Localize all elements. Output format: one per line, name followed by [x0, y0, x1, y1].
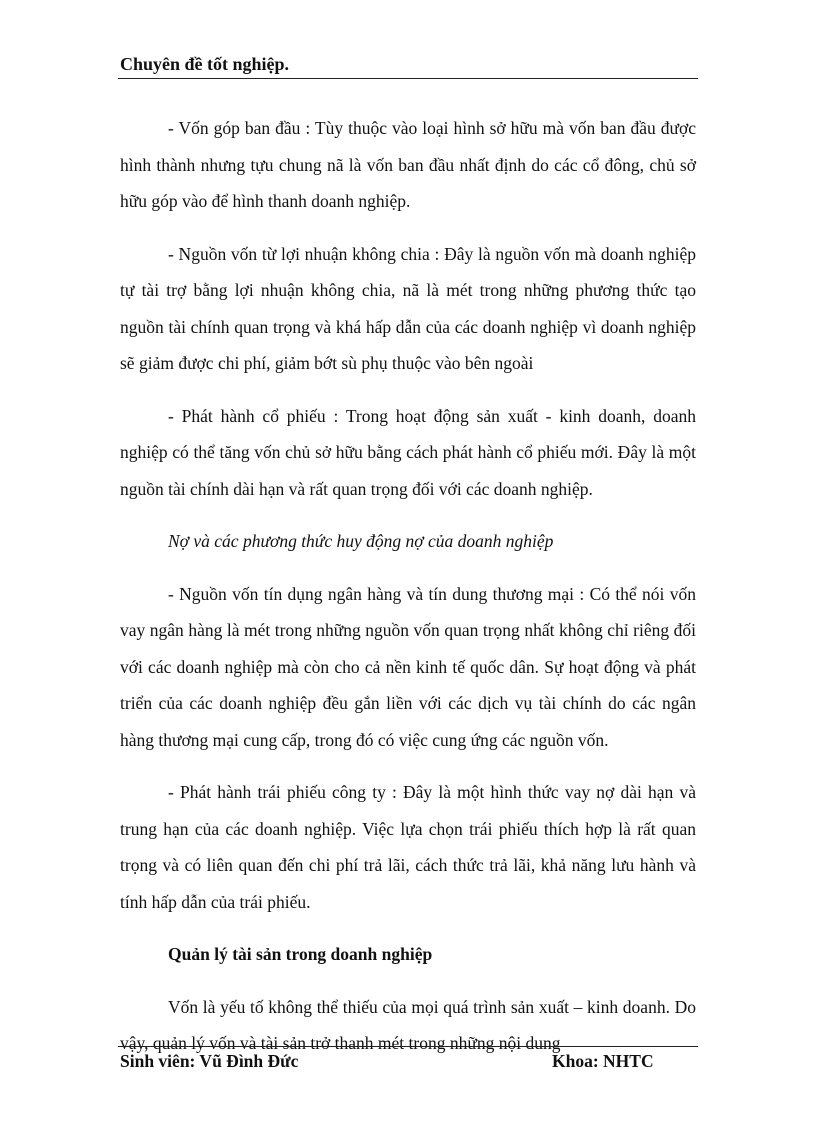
header-divider — [118, 78, 698, 79]
paragraph-retained-earnings: - Nguồn vốn từ lợi nhuận không chia : Đây là nguồn vốn mà doanh nghiệp tự tài trợ bằng lợi nhuận không chia, nã là mét trong những phương thức tạo nguồn tài chính quan trọng và khá hấp dẫn của các doanh nghiệp vì doanh nghiệp sẽ giảm được chi phí, giảm bớt sù phụ thuộc vào bên ngoài — [120, 243, 696, 373]
paragraph-bank-credit: - Nguồn vốn tín dụng ngân hàng và tín dung thương mại : Có thể nói vốn vay ngân hàng là mét trong những nguồn vốn quan trọng nhất không chỉ riêng đối với các doanh nghiệp mà còn cho cả nền kinh tế quốc dân. Sự hoạt động và phát triển của các doanh nghiệp đều gắn liền với các dịch vụ tài chính do các ngân hàng thương mại cung cấp, trong đó có việc cung ứng các nguồn vốn. — [120, 583, 696, 750]
document-header-title: Chuyên đề tốt nghiệp. — [120, 54, 290, 74]
paragraph-bond-issuance: - Phát hành trái phiếu công ty : Đây là một hình thức vay nợ dài hạn và trung hạn của các doanh nghiệp. Việc lựa chọn trái phiếu thích hợp là rất quan trọng và có liên quan đến chi phí trả lãi, cách thức trả lãi, khả năng lưu hành và tính hấp dẫn của trái phiếu. — [120, 782, 696, 912]
section-heading-asset-management: Quản lý tài sản trong doanh nghiệp — [168, 944, 433, 964]
footer-divider — [118, 1046, 698, 1047]
paragraph-capital-intro: Vốn là yếu tố không thể thiếu của mọi quá trình sản xuất – kinh doanh. Do vậy, quản lý vốn và tài sản trở thanh mét trong những nội dung — [120, 996, 696, 1053]
document-body — [120, 110, 696, 1078]
paragraph-initial-capital: - Vốn góp ban đầu : Tùy thuộc vào loại hình sở hữu mà vốn ban đầu được hình thành nhưng tựu chung nã là vốn ban đầu nhất định do các cổ đông, chủ sở hữu góp vào để hình thanh doanh nghiệp. — [120, 118, 696, 211]
section-heading-debt: Nợ và các phương thức huy động nợ của doanh nghiệp — [168, 531, 554, 551]
footer-student-name: Sinh viên: Vũ Đình Đức — [120, 1051, 299, 1071]
footer-faculty: Khoa: NHTC — [552, 1051, 654, 1071]
paragraph-share-issuance: - Phát hành cổ phiếu : Trong hoạt động sản xuất - kinh doanh, doanh nghiệp có thể tăng vốn chủ sở hữu bằng cách phát hành cổ phiếu mới. Đây là một nguồn tài chính dài hạn và rất quan trọng đối với các doanh nghiệp. — [120, 405, 696, 499]
